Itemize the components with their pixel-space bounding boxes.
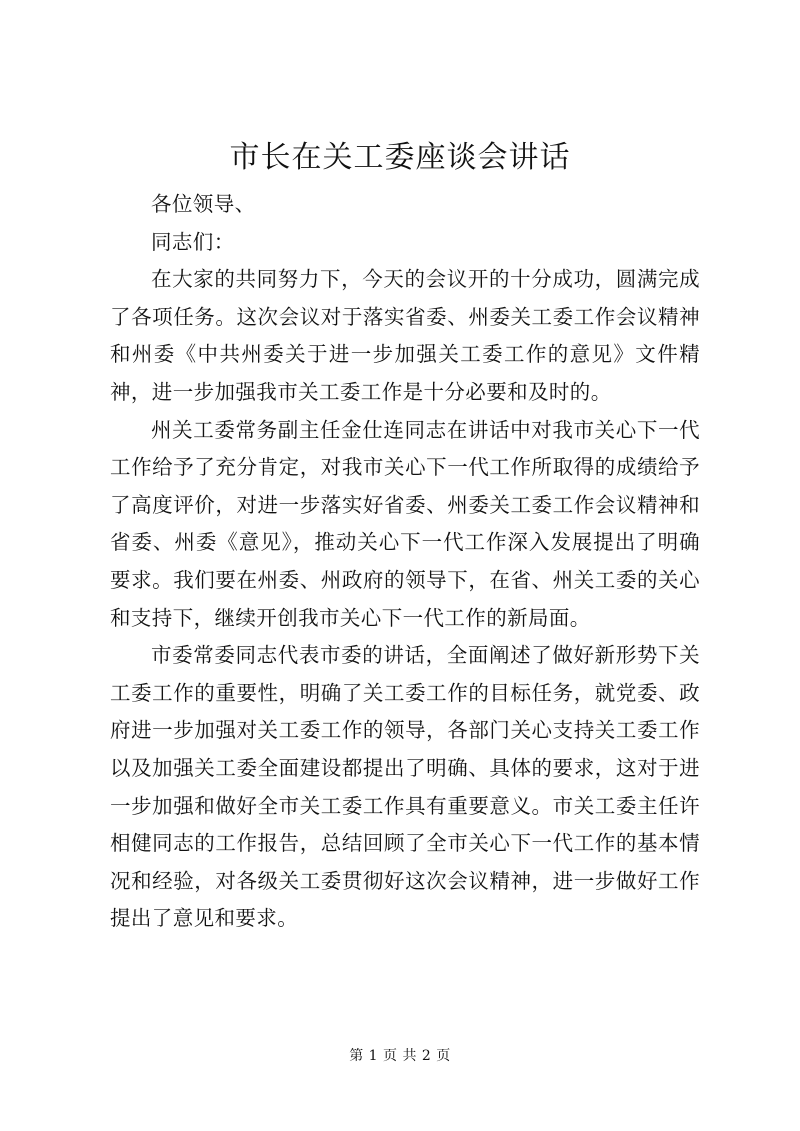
- document-title: 市长在关工委座谈会讲话: [229, 140, 571, 175]
- paragraph: 市委常委同志代表市委的讲话，全面阐述了做好新形势下关工委工作的重要性，明确了关工委工作的目标任务，就党委、政府进一步加强对关工委工作的领导，各部门关心支持关工委工作以及加强关工委全面建设都提出了明确、具体的要求，这对于进一步加强和做好全市关工委工作具有重要意义。市关工委主任许相健同志的工作报告，总结回顾了全市关心下一代工作的基本情况和经验，对各级关工委贯彻好这次会议精神，进一步做好工作提出了意见和要求。: [110, 643, 700, 931]
- paragraph: 在大家的共同努力下，今天的会议开的十分成功，圆满完成了各项任务。这次会议对于落实省委、州委关工委工作会议精神和州委《中共州委关于进一步加强关工委工作的意见》文件精神，进一步加强我市关工委工作是十分必要和及时的。: [110, 267, 700, 404]
- document-body: [110, 186, 700, 938]
- greeting-line: 各位领导、: [151, 192, 256, 216]
- paragraph: 州关工委常务副主任金仕连同志在讲话中对我市关心下一代工作给予了充分肯定，对我市关心下一代工作所取得的成绩给予了高度评价，对进一步落实好省委、州委关工委工作会议精神和省委、州委《意见》，推动关心下一代工作深入发展提出了明确要求。我们要在州委、州政府的领导下，在省、州关工委的关心和支持下，继续开创我市关心下一代工作的新局面。: [110, 417, 700, 630]
- page-number-footer: 第 1 页 共 2 页: [349, 1048, 451, 1064]
- greeting-line: 同志们：: [151, 229, 235, 254]
